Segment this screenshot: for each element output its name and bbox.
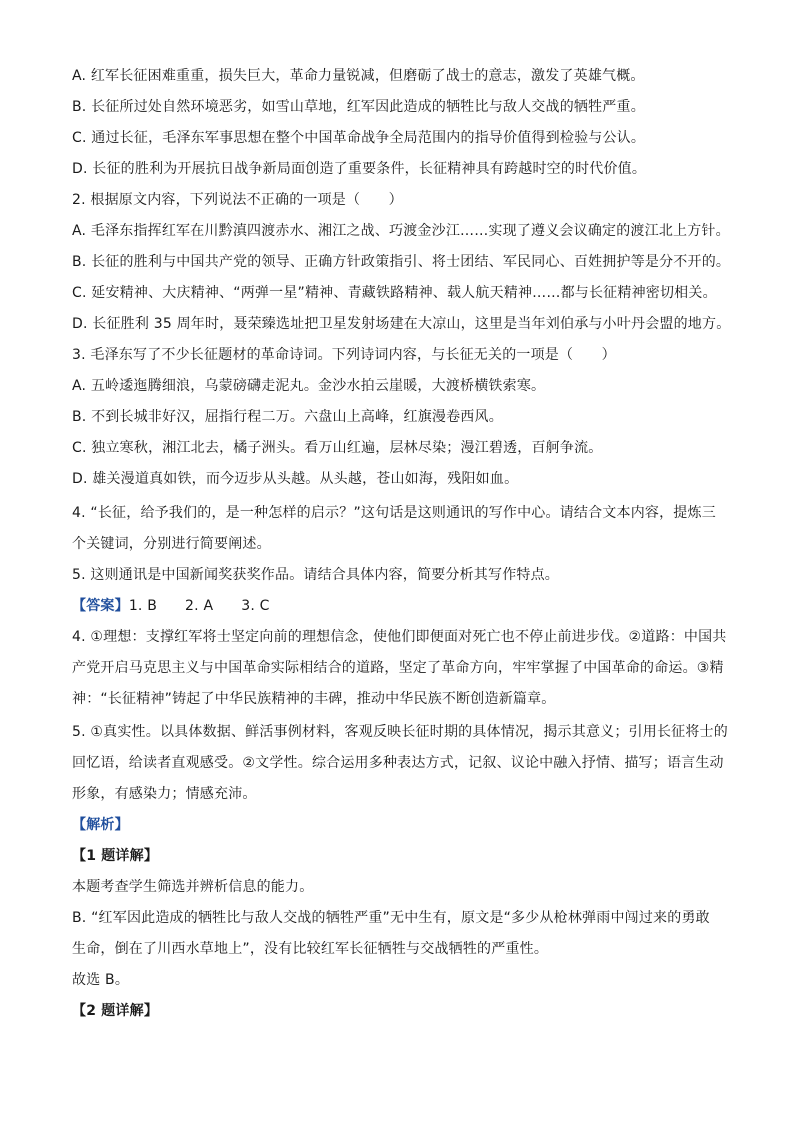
answer5-line-2: 回忆语，给读者直观感受。②文学性。综合运用多种表达方式，记叙、议论中融入抒情、描写；语言生动 [72, 755, 724, 771]
q3-option-d: D. 雄关漫道真如铁，而今迈步从头越。从头越，苍山如海，残阳如血。 [72, 471, 519, 487]
q2-option-d: D. 长征胜利 35 周年时，聂荣臻选址把卫星发射场建在大凉山，这里是当年刘伯承与小叶丹会盟的地方。 [72, 316, 731, 332]
q3-option-c: C. 独立寒秋，湘江北去，橘子洲头。看万山红遍，层林尽染；漫江碧透，百舸争流。 [72, 440, 603, 456]
answer-row [72, 596, 724, 616]
answer-3: 3. C [241, 598, 270, 614]
q4-line-1: 4. “长征，给予我们的，是一种怎样的启示？”这句话是这则通讯的写作中心。请结合文本内容，提炼三 [72, 505, 716, 521]
q3-option-b: B. 不到长城非好汉，屈指行程二万。六盘山上高峰，红旗漫卷西风。 [72, 409, 503, 425]
answer4-line-1: 4. ①理想：支撑红军将士坚定向前的理想信念，使他们即便面对死亡也不停止前进步伐。②道路：中国共 [72, 629, 727, 645]
q2-stem: 2. 根据原文内容，下列说法不正确的一项是（ ） [72, 192, 403, 208]
answer5-line-3: 形象，有感染力；情感充沛。 [72, 786, 257, 802]
q1-option-c: C. 通过长征，毛泽东军事思想在整个中国革命战争全局范围内的指导价值得到检验与公认。 [72, 130, 646, 146]
answer4-line-2: 产党开启马克思主义与中国革命实际相结合的道路，坚定了革命方向，牢牢掌握了中国革命的命运。③精 [72, 660, 724, 676]
q2-option-b: B. 长征的胜利与中国共产党的领导、正确方针政策指引、将士团结、军民同心、百姓拥护等是分不开的。 [72, 254, 731, 270]
answer4-line-3: 神：“长征精神”铸起了中华民族精神的丰碑，推动中华民族不断创造新篇章。 [72, 691, 556, 707]
analysis-sec2-title: 【2 题详解】 [72, 1003, 159, 1019]
q2-option-c: C. 延安精神、大庆精神、“两弹一星”精神、青藏铁路精神、载人航天精神……都与长征精神密切相关。 [72, 285, 717, 301]
analysis-sec1-title: 【1 题详解】 [72, 848, 159, 864]
answer-label: 【答案】 [72, 598, 129, 614]
q2-option-a: A. 毛泽东指挥红军在川黔滇四渡赤水、湘江之战、巧渡金沙江……实现了遵义会议确定的渡江北上方针。 [72, 223, 730, 239]
analysis-sec1-line-3: 生命，倒在了川西水草地上”，没有比较红军长征牺牲与交战牺牲的严重性。 [72, 941, 549, 957]
q1-option-a: A. 红军长征困难重重，损失巨大，革命力量锐减，但磨砺了战士的意志，激发了英雄气概。 [72, 68, 645, 84]
answer5-line-1: 5. ①真实性。以具体数据、鲜活事例材料，客观反映长征时期的具体情况，揭示其意义；引用长征将士的 [72, 724, 728, 740]
analysis-sec1-line-4: 故选 B。 [72, 972, 130, 988]
analysis-sec1-line-2: B. “红军因此造成的牺牲比与敌人交战的牺牲严重”无中生有，原文是“多少从枪林弹雨中闯过来的勇敢 [72, 910, 710, 926]
analysis-label: 【解析】 [72, 817, 129, 833]
q1-option-b: B. 长征所过处自然环境恶劣，如雪山草地，红军因此造成的牺牲比与敌人交战的牺牲严重。 [72, 99, 645, 115]
answer-2: 2. A [185, 598, 214, 614]
analysis-sec1-line-1: 本题考查学生筛选并辨析信息的能力。 [72, 879, 314, 895]
q3-option-a: A. 五岭逶迤腾细浪，乌蒙磅礴走泥丸。金沙水拍云崖暖，大渡桥横铁索寒。 [72, 378, 546, 394]
q5-line-1: 5. 这则通讯是中国新闻奖获奖作品。请结合具体内容，简要分析其写作特点。 [72, 567, 560, 583]
q4-line-2: 个关键词，分别进行简要阐述。 [72, 536, 271, 552]
q1-option-d: D. 长征的胜利为开展抗日战争新局面创造了重要条件，长征精神具有跨越时空的时代价值。 [72, 161, 647, 177]
answer-1: 1. B [128, 598, 158, 614]
q3-stem: 3. 毛泽东写了不少长征题材的革命诗词。下列诗词内容，与长征无关的一项是（ ） [72, 347, 616, 363]
